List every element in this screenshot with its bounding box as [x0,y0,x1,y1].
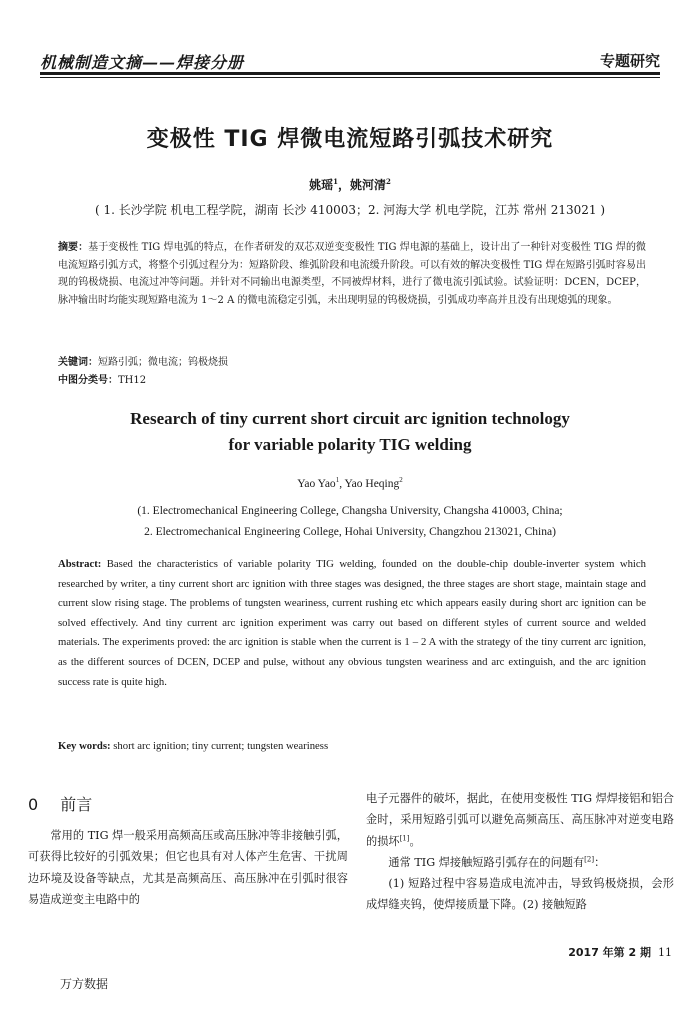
section-label: 专题研究 [599,52,660,70]
affiliation-en [40,501,660,543]
author-separator: , [339,478,345,490]
keywords-label-en: Key words: [58,740,111,752]
keywords-text-cn: 短路引弧；微电流；钨极烧损 [98,357,228,368]
title-en [40,406,660,458]
title-en-line2: for variable polarity TIG welding [228,435,472,454]
paragraph-text: 通常 TIG 焊接触短路引弧存在的问题有 [388,855,585,869]
paragraph: 常用的 TIG 焊一般采用高频高压或高压脉冲等非接触引弧，可获得比较好的引弧效果；但它也具有对人体产生危害、干扰周边环境及设备等缺点，尤其是高频高压、高压脉冲在引弧时很容易造成逆变主电路中的 [28,829,348,906]
authors-cn [40,176,660,193]
paragraph [366,788,674,852]
paragraph-text: 。 [409,834,421,848]
section-heading [28,792,348,815]
affiliation-cn: ( 1. 长沙学院 机电工程学院，湖南 长沙 410003；2. 河海大学 机电学院，江苏 常州 213021 ) [94,203,606,217]
abstract-label-cn: 摘要： [58,242,89,253]
author-sup: 1 [333,177,338,186]
title-en-line1: Research of tiny current short circuit arc ignition technology [130,409,570,428]
abstract-text-cn: 基于变极性 TIG 焊电弧的特点，在作者研发的双芯双逆变变极性 TIG 焊电源的基础上，设计出了一种针对变极性 TIG 焊的微电流短路引弧方式，将整个引弧过程分为：短路阶段、维弧阶段和电流缓升阶段。可以有效的解决变极性 TIG 焊在短路引弧时容易出现的钨极烧损、电流过冲等问题。并针对不同输出电源类型，不同被焊材料，进行了微电流引弧试验。试验证明：DCEN，DCEP，脉冲输出时均能实现短路电流为 1～2 A 的微电流稳定引弧，未出现明显的钨极烧损，引弧成功率高并且没有出现熄弧的现象。 [58,242,646,306]
section-title: 前言 [60,795,93,814]
author-sup: 2 [386,177,391,186]
clc-label: 中图分类号： [58,375,118,386]
citation: [1] [399,833,410,842]
keywords-text-en: short arc ignition; tiny current; tungsten weariness [110,740,329,752]
paragraph: (1) 短路过程中容易造成电流冲击，导致钨极烧损，会形成焊缝夹钨，使焊接质量下降。(2) 接触短路 [366,877,674,912]
page-footer [568,944,672,960]
authors-en [40,478,660,490]
abstract-label-en: Abstract: [58,558,102,570]
paragraph-text: 电子元器件的破坏，据此，在使用变极性 TIG 焊焊接铝和铝合金时，采用短路引弧可以避免高频高压、高压脉冲对逆变电路的损坏 [366,792,674,848]
abstract-text-en: Based the characteristics of variable polarity TIG welding, founded on the double-chip double-inverter system which researched by writer, a tiny current short arc ignition with three stages was designed, the three stages are short stage, maintain stage and current slow rising stage. The problems of tungsten weariness, current rushing etc which appears easily during short arc ignition can be solved effectively. And tiny current arc ignition experiment was carry out based on different styles of current source and welded materials. The experiments proved: the arc ignition is stable when the current is 1 – 2 A with the strategy of the tiny current arc ignition, as the different sources of DCEN, DCEP and pulse, without any obvious tungsten weariness and arc extinguish, and the arc ignition success rate is quite high. [58,558,646,688]
body-column-right [366,788,674,916]
section-number: 0 [28,795,39,814]
author-name: Yao Heqing [344,478,400,490]
abstract-cn [58,239,646,309]
watermark: 万方数据 [60,977,109,991]
keywords-en [58,740,328,752]
page-number: 11 [658,946,672,959]
author-name: 姚瑶 [309,178,334,192]
affiliation-en-line1: (1. Electromechanical Engineering College, Changsha University, Changsha 410003, China; [137,505,563,517]
clc-value: TH12 [118,375,147,386]
author-name: 姚河清 [350,178,387,192]
clc-number [58,371,146,386]
issue-label: 2017 年第 2 期 [568,946,651,959]
keywords-label-cn: 关键词： [58,357,98,368]
journal-name: 机械制造文摘——焊接分册 [40,53,245,72]
author-separator: ， [337,178,350,192]
paragraph-text: ： [594,855,606,869]
paragraph [366,852,674,873]
abstract-en [58,555,646,692]
body-column-left [28,792,348,910]
citation: [2] [584,855,595,864]
affiliation-en-line2: 2. Electromechanical Engineering College, Hohai University, Changzhou 213021, China) [144,526,556,538]
keywords-cn [58,353,228,368]
author-name: Yao Yao [297,478,336,490]
header-rule [40,72,660,75]
author-sup: 1 [335,476,340,485]
header-rule-thin [40,77,660,78]
author-sup: 2 [399,476,403,485]
title-cn: 变极性 TIG 焊微电流短路引弧技术研究 [146,127,554,152]
